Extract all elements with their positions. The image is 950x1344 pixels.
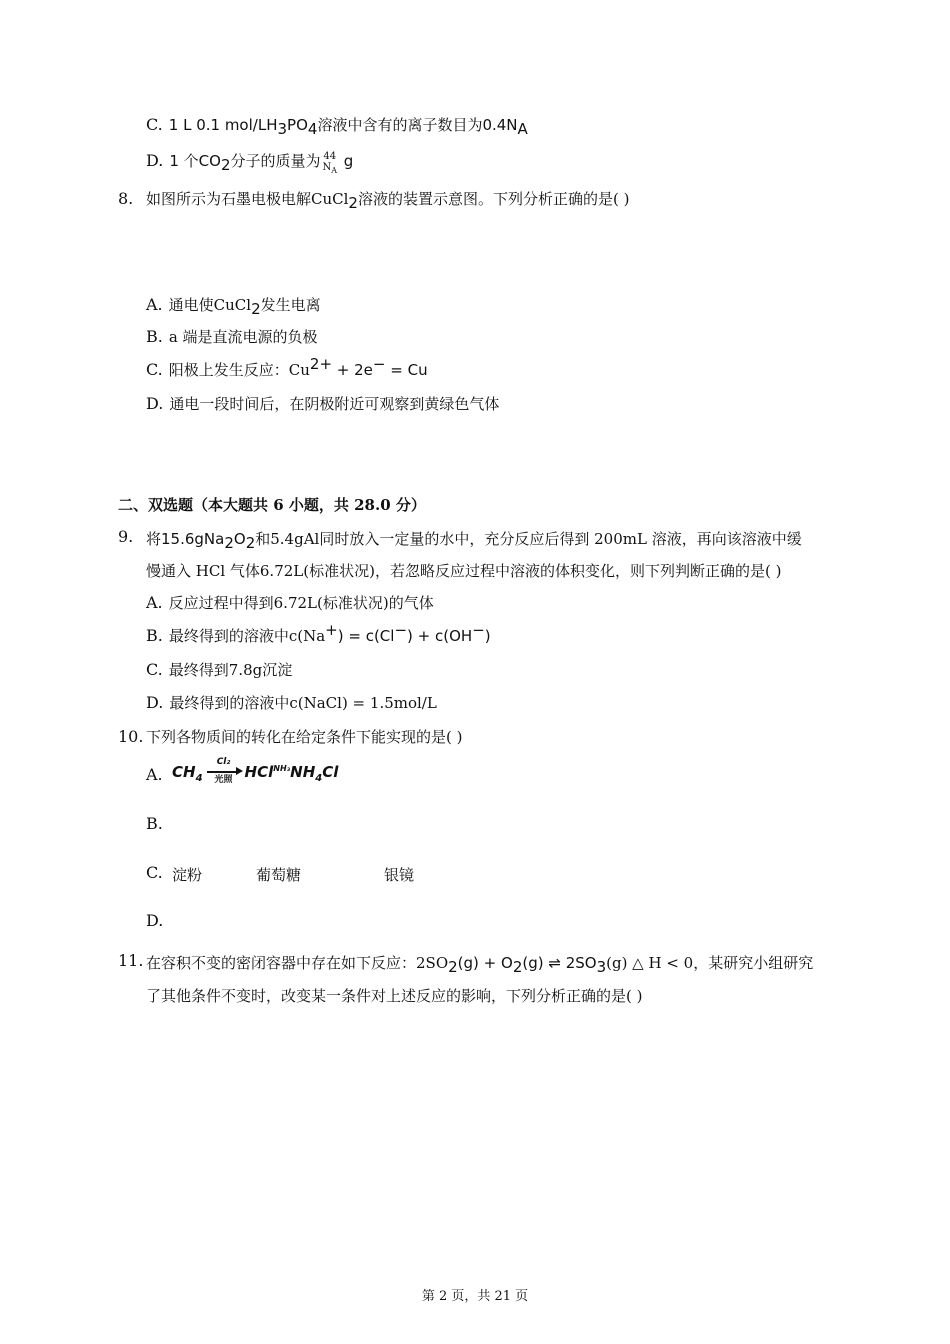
- mass-fraction: 44 $N_A$: [322, 151, 338, 175]
- q11-stem-line2: 了其他条件不变时，改变某一条件对上述反应的影响，下列分析正确的是( ): [146, 987, 643, 1005]
- q10-c-word-silver-mirror: 银镜: [384, 866, 415, 884]
- q10-option-b: B.: [146, 814, 163, 833]
- q10-stem: 下列各物质间的转化在给定条件下能实现的是( ): [146, 728, 463, 746]
- q9-stem-line1: 将$15.6gNa_2O_2$和5.4gAl同时放入一定量的水中，充分反应后得到 200mL 溶液，再向该溶液中缓: [146, 530, 802, 552]
- reaction-arrow-icon: Cl₂ 光照: [205, 757, 243, 787]
- q10-c-word-starch: 淀粉: [172, 866, 203, 884]
- q7-option-d: D. 1 个$CO_2$分子的质量为 44 $N_A$ g: [146, 151, 354, 175]
- q8-option-d: D. 通电一段时间后，在阴极附近可观察到黄绿色气体: [146, 394, 500, 413]
- q9-number: 9.: [118, 527, 134, 546]
- q9-stem-line2: 慢通入 HCl 气体6.72L(标准状况)，若忽略反应过程中溶液的体积变化，则下列判断正确的是( ): [146, 562, 782, 580]
- q11-stem-line1: 在容积不变的密闭容器中存在如下反应：$2SO_2(g) + O_2(g)$ ⇌ $2SO_3(g)$ △ H < 0，某研究小组研究: [146, 954, 814, 976]
- q11-number: 11.: [118, 951, 144, 970]
- q9-option-d: D. 最终得到的溶液中c(NaCl) = 1.5mol/L: [146, 693, 437, 712]
- q7-option-c: C. 1 L 0.1 mol/$LH_3PO_4$溶液中含有的离子数目为$0.4N_A$: [146, 115, 528, 138]
- q8-option-c: C. 阳极上发生反应：$Cu^{2+} + 2e^- = Cu$: [146, 355, 428, 379]
- section-title: 二、双选题（本大题共 6 小题，共 28.0 分）: [118, 496, 426, 514]
- q10-c-word-glucose: 葡萄糖: [256, 866, 302, 884]
- q10-option-a-label: A.: [146, 765, 163, 784]
- q8-option-b: B. a 端是直流电源的负极: [146, 327, 318, 346]
- q9-option-c: C. 最终得到7.8g沉淀: [146, 660, 293, 679]
- q9-option-a: A. 反应过程中得到6.72L(标准状况)的气体: [146, 593, 434, 612]
- q8-number: 8.: [118, 189, 134, 208]
- page-footer: 第 2 页，共 21 页: [421, 1289, 529, 1304]
- q8-stem: 如图所示为石墨电极电解CuCl$_2$溶液的装置示意图。下列分析正确的是( ): [146, 190, 630, 212]
- q10-number: 10.: [118, 727, 144, 746]
- q10-option-c: C.: [146, 863, 163, 882]
- q10-option-a-reaction: $CH_4$ Cl₂ 光照 $HCl^{NH_3}NH_4Cl$: [172, 757, 339, 785]
- q10-option-d: D.: [146, 911, 164, 930]
- q9-option-b: B. 最终得到的溶液中c(Na+) = c(Cl−) + c(OH−): [146, 621, 491, 645]
- q8-option-a: A. 通电使CuCl$_2$发生电离: [146, 295, 321, 318]
